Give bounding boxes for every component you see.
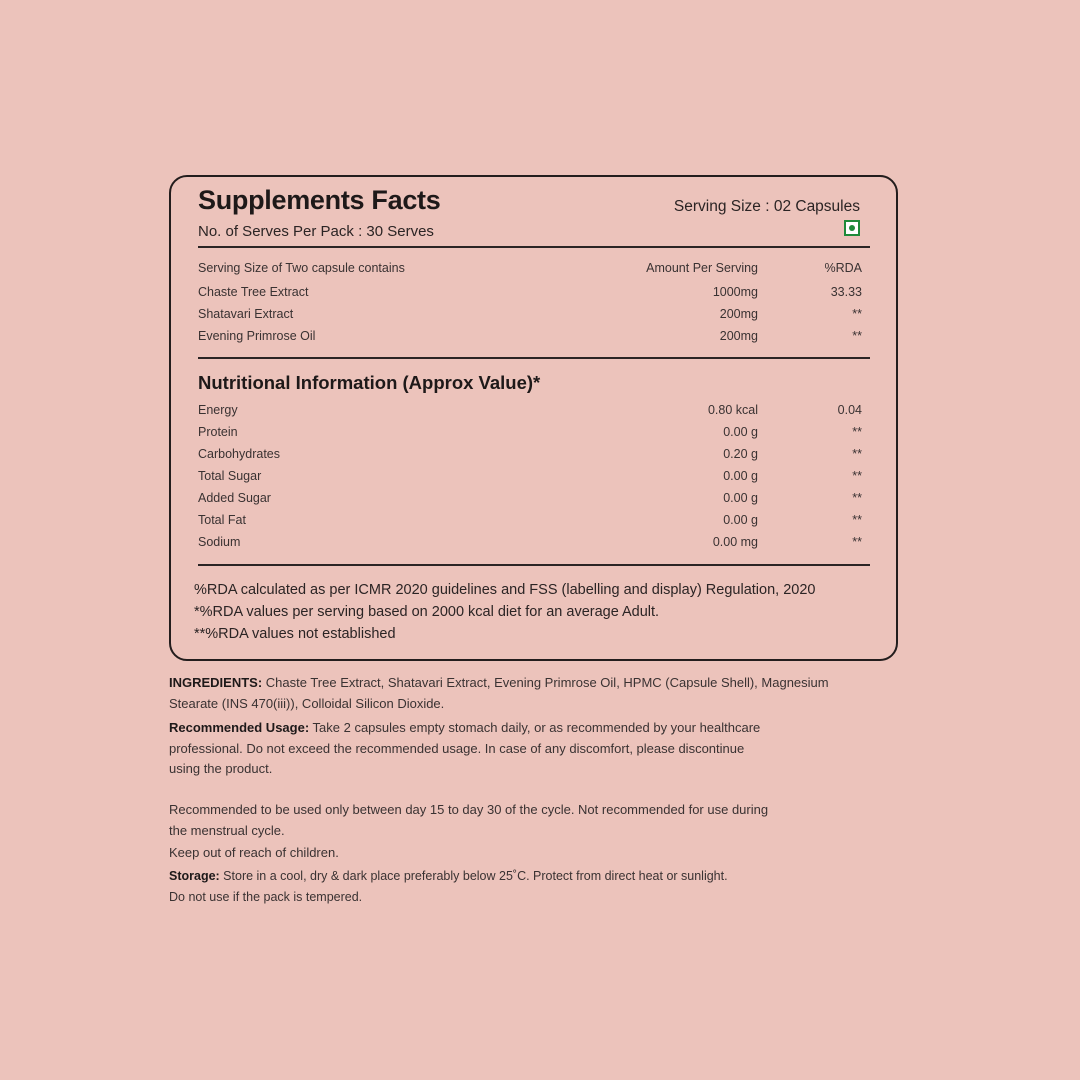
usage-line bbox=[169, 718, 869, 739]
usage-line: professional. Do not exceed the recommended usage. In case of any discomfort, please discontinue bbox=[169, 740, 745, 756]
serving-size: Serving Size : 02 Capsules bbox=[673, 198, 860, 215]
table-row bbox=[198, 447, 862, 469]
table-row bbox=[198, 329, 862, 351]
supplement-table-header bbox=[198, 261, 862, 283]
divider bbox=[198, 357, 870, 359]
row-amount: 0.00 g bbox=[723, 469, 758, 483]
storage-block bbox=[169, 866, 869, 907]
usage-label: Recommended Usage: bbox=[169, 720, 310, 735]
header-rda: %RDA bbox=[824, 261, 862, 275]
row-amount: 0.80 kcal bbox=[707, 403, 758, 417]
cycle-note-block bbox=[169, 800, 869, 841]
ingredients-text: Chaste Tree Extract, Shatavari Extract, Evening Primrose Oil, HPMC (Capsule Shell), Magnesium bbox=[262, 675, 829, 690]
panel-title: Supplements Facts bbox=[198, 185, 441, 215]
row-rda: ** bbox=[852, 513, 862, 527]
row-label: Energy bbox=[198, 403, 238, 417]
divider bbox=[198, 564, 870, 566]
cycle-note-line: the menstrual cycle. bbox=[169, 822, 285, 838]
storage-line: Do not use if the pack is tempered. bbox=[169, 889, 363, 904]
row-rda: 33.33 bbox=[830, 285, 862, 299]
storage-text: Store in a cool, dry & dark place preferably below 25˚C. Protect from direct heat or sunlight. bbox=[219, 869, 728, 883]
row-label: Sodium bbox=[198, 535, 241, 549]
cycle-note-line: Recommended to be used only between day 15 to day 30 of the cycle. Not recommended for use during bbox=[169, 802, 769, 817]
rda-note: *%RDA values per serving based on 2000 kcal diet for an average Adult. bbox=[194, 604, 660, 620]
table-row bbox=[198, 425, 862, 447]
table-row bbox=[198, 285, 862, 307]
row-rda: ** bbox=[852, 425, 862, 439]
ingredients-line: Stearate (INS 470(iii)), Colloidal Silicon Dioxide. bbox=[169, 695, 445, 711]
table-row bbox=[198, 403, 862, 425]
row-amount: 1000mg bbox=[712, 285, 758, 299]
ingredients-line bbox=[169, 673, 869, 694]
row-label: Carbohydrates bbox=[198, 447, 280, 461]
row-rda: ** bbox=[852, 307, 862, 321]
storage-line bbox=[169, 866, 869, 887]
row-amount: 0.00 g bbox=[723, 491, 758, 505]
serves-per-pack: No. of Serves Per Pack : 30 Serves bbox=[198, 223, 434, 240]
table-row bbox=[198, 491, 862, 513]
nutrition-title: Nutritional Information (Approx Value)* bbox=[198, 372, 541, 393]
row-label: Added Sugar bbox=[198, 491, 271, 505]
row-rda: ** bbox=[852, 329, 862, 343]
header-amount: Amount Per Serving bbox=[646, 261, 758, 275]
table-row bbox=[198, 469, 862, 491]
row-amount: 0.20 g bbox=[723, 447, 758, 461]
table-row bbox=[198, 307, 862, 329]
row-label: Protein bbox=[198, 425, 238, 439]
row-amount: 0.00 g bbox=[723, 425, 758, 439]
row-label: Evening Primrose Oil bbox=[198, 329, 316, 343]
usage-block bbox=[169, 718, 869, 780]
row-amount: 200mg bbox=[719, 307, 758, 321]
header-label: Serving Size of Two capsule contains bbox=[198, 261, 405, 275]
row-label: Total Sugar bbox=[198, 469, 262, 483]
ingredients-block bbox=[169, 673, 869, 714]
row-rda: ** bbox=[852, 469, 862, 483]
storage-label: Storage: bbox=[169, 869, 220, 883]
table-row bbox=[198, 535, 862, 557]
row-label: Chaste Tree Extract bbox=[198, 285, 309, 299]
row-label: Shatavari Extract bbox=[198, 307, 294, 321]
row-label: Total Fat bbox=[198, 513, 246, 527]
ingredients-label: INGREDIENTS: bbox=[169, 675, 263, 690]
row-rda: ** bbox=[852, 491, 862, 505]
usage-text: Take 2 capsules empty stomach daily, or as recommended by your healthcare bbox=[309, 720, 761, 735]
supplement-facts-panel bbox=[169, 175, 898, 661]
row-rda: ** bbox=[852, 535, 862, 549]
usage-line: using the product. bbox=[169, 761, 273, 776]
divider bbox=[198, 246, 870, 248]
rda-note: **%RDA values not established bbox=[194, 626, 396, 642]
veg-symbol-icon bbox=[844, 220, 860, 236]
row-amount: 0.00 g bbox=[723, 513, 758, 527]
row-amount: 200mg bbox=[719, 329, 758, 343]
children-note: Keep out of reach of children. bbox=[169, 845, 339, 860]
table-row bbox=[198, 513, 862, 535]
rda-note: %RDA calculated as per ICMR 2020 guidelines and FSS (labelling and display) Regulation, 2020 bbox=[194, 582, 816, 598]
row-amount: 0.00 mg bbox=[712, 535, 758, 549]
row-rda: 0.04 bbox=[837, 403, 862, 417]
row-rda: ** bbox=[852, 447, 862, 461]
